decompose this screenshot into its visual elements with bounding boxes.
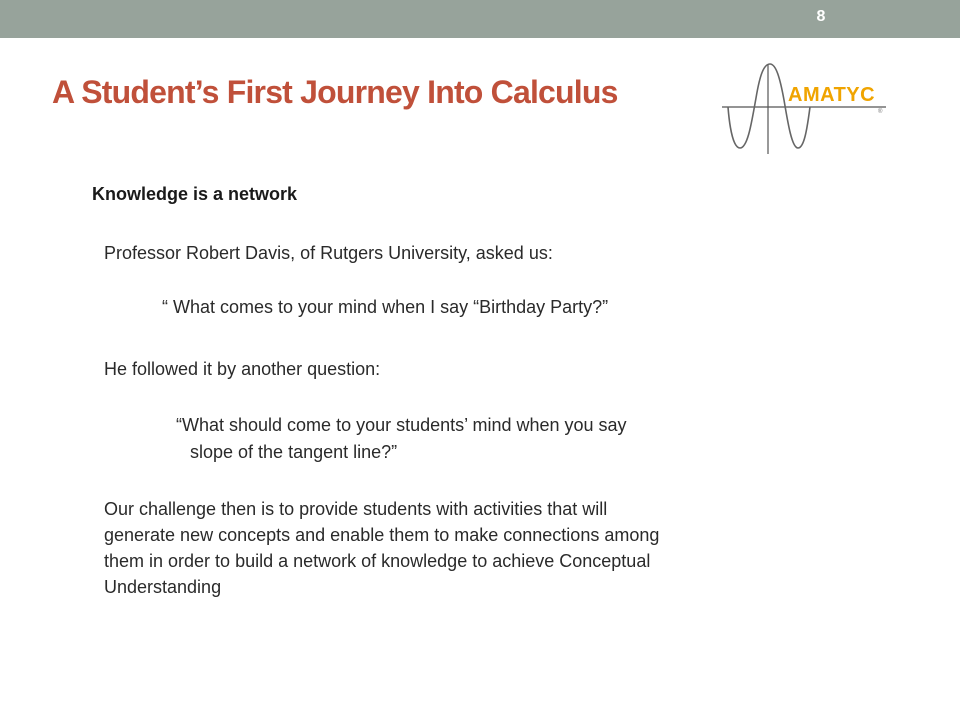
logo-text: AMATYC: [788, 84, 876, 106]
section-heading: Knowledge is a network: [92, 184, 298, 204]
paragraph-challenge-line: Our challenge then is to provide students with activities that will: [104, 499, 608, 519]
top-bar: [0, 0, 960, 38]
quote-birthday-party: “ What comes to your mind when I say “Birthday Party?”: [162, 297, 609, 317]
slide-title: A Student’s First Journey Into Calculus: [52, 74, 618, 110]
paragraph-intro: Professor Robert Davis, of Rutgers University, asked us:: [104, 243, 553, 263]
sine-wave-logo-graphic: [718, 60, 890, 158]
amatyc-logo: [718, 60, 890, 158]
paragraph-challenge-line: them in order to build a network of knowledge to achieve Conceptual: [104, 551, 651, 571]
paragraph-challenge: [104, 496, 659, 600]
paragraph-followup: He followed it by another question:: [104, 359, 381, 379]
slide-number: 8: [816, 8, 826, 25]
registered-mark: ®: [878, 109, 883, 115]
paragraph-challenge-line: Understanding: [104, 577, 222, 597]
quote-tangent-line-1: “What should come to your students’ mind when you say: [176, 415, 627, 435]
quote-tangent-line-2: slope of the tangent line?”: [190, 442, 398, 462]
paragraph-challenge-line: generate new concepts and enable them to make connections among: [104, 525, 660, 545]
